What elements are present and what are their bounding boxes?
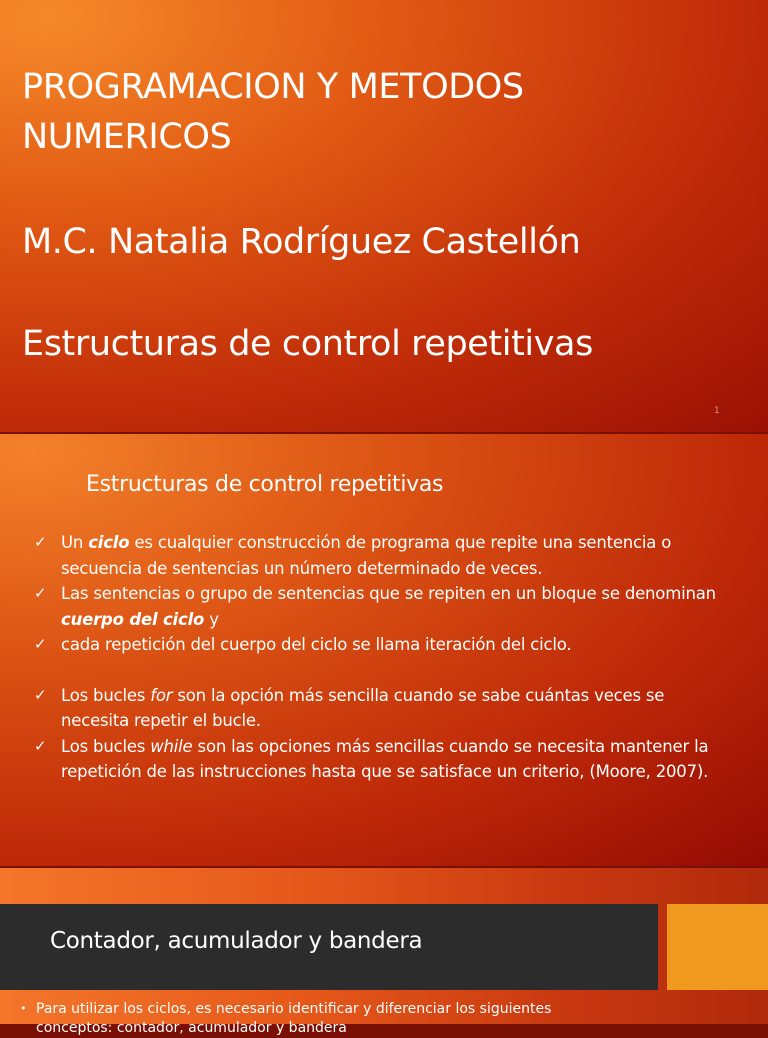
checkmark-icon: ✓: [34, 635, 47, 653]
checkmark-icon: ✓: [34, 736, 47, 755]
accent-box: [667, 904, 768, 990]
list-item: [20, 999, 756, 1019]
topic-subtitle: Estructuras de control repetitivas: [22, 324, 593, 364]
bullet-text: Los bucles: [61, 685, 151, 705]
course-title-line1: PROGRAMACION Y METODOS: [22, 67, 524, 107]
checkmark-icon: ✓: [34, 533, 47, 551]
bullet-text: es cualquier construcción de programa que repite una sentencia o secuencia de sentencias un número determinado de veces.: [61, 533, 672, 578]
bullet-text-continued: conceptos: contador, acumulador y bandera: [36, 1020, 347, 1036]
list-item: [32, 632, 722, 658]
bullet-icon: •: [20, 1002, 27, 1015]
bullet-text: cada repetición del cuerpo del ciclo se llama iteración del ciclo.: [61, 635, 572, 654]
bullet-text: Un: [61, 533, 89, 552]
checkmark-icon: ✓: [34, 685, 47, 704]
list-item: [32, 530, 722, 581]
list-item: [32, 734, 722, 785]
list-item: [32, 683, 722, 734]
title-slide: [0, 0, 768, 432]
slide-number: 1: [714, 406, 720, 416]
section-title: Contador, acumulador y bandera: [50, 928, 423, 954]
course-title-line2: NUMERICOS: [22, 117, 232, 157]
bullet-list: [32, 530, 722, 785]
title-bar: [0, 904, 658, 990]
bullet-emphasis: for: [150, 685, 173, 705]
section-slide: [0, 868, 768, 1036]
bullet-text: son las opciones más sencillas cuando se necesita mantener la repetición de las instrucciones hasta que se satisface un criterio, (Moore, 2007).: [61, 736, 709, 781]
bullet-text: y: [204, 609, 219, 629]
bullet-emphasis: cuerpo del ciclo: [61, 609, 205, 629]
bullet-text: son la opción más sencilla cuando se sabe cuántas veces se necesita repetir el bucle.: [61, 685, 665, 730]
author-name: M.C. Natalia Rodríguez Castellón: [22, 222, 581, 262]
content-slide: [0, 434, 768, 866]
bullet-text: Las sentencias o grupo de sentencias que se repiten en un bloque se denominan: [61, 584, 716, 603]
checkmark-icon: ✓: [34, 584, 47, 602]
bullet-emphasis: while: [150, 736, 193, 756]
bullet-text: Los bucles: [61, 736, 151, 756]
bullet-text: Para utilizar los ciclos, es necesario identificar y diferenciar los siguientes: [36, 1001, 552, 1017]
slide-heading: Estructuras de control repetitivas: [86, 472, 444, 497]
list-item: [32, 581, 722, 632]
bullet-emphasis: ciclo: [88, 533, 130, 552]
